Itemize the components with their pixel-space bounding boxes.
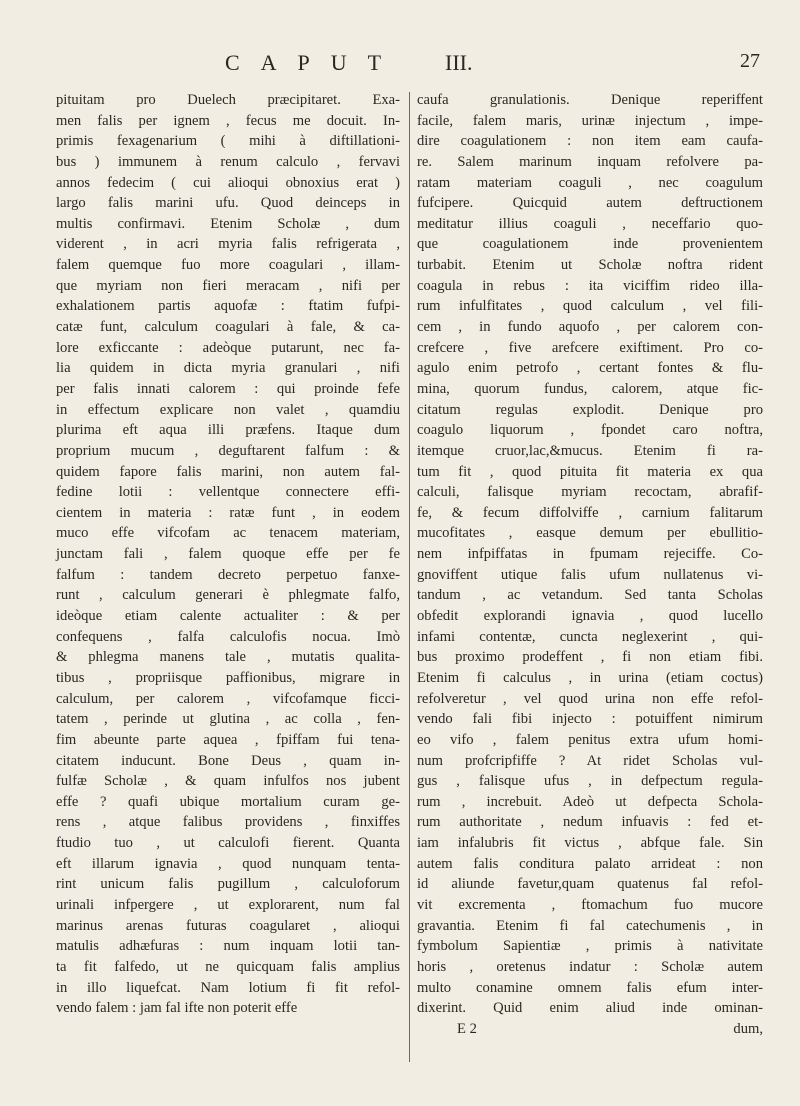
left-column-line: fim abeunte parte aquea , fpiffam fui tena- [56,731,400,748]
right-text-column [417,90,763,1039]
left-column-line: muco effe vifcofam ac tenacem materiam, [56,525,400,542]
right-column-line: gnoviffent utique falis ufum nullatenus vi- [417,566,763,583]
left-column-line: tatem , perinde ut glutina , ac colla , fen- [56,711,400,728]
right-column-line: horis , oretenus indatur : Scholæ autem [417,958,763,975]
right-column-line: rum authoritate , nedum infuavis : fed et- [417,814,763,831]
left-column-line: in illo liquefcat. Nam lotium fi fit refol- [56,979,400,996]
left-column-line: confequens , falfa calculofis nocua. Imò [56,628,400,645]
left-column-line: lia quidem in dicta myria granulari , nifi [56,360,400,377]
left-column-line: quidem fapore falis marini, non autem fal- [56,463,400,480]
right-column-line: facile, falem maris, urinæ injectum , impe- [417,112,763,129]
left-column-line: falfum : tandem decreto perpetuo fanxe- [56,566,400,583]
right-column-line: mucofitates , easque demum per ebullitio- [417,525,763,542]
right-column-line: re. Salem marinum inquam refolvere pa- [417,153,763,170]
right-column-line: fymbolum Sapientiæ , primis à nativitate [417,938,763,955]
right-column-line: id aliunde favetur,quam quatenus fal refol- [417,876,763,893]
right-column-line: coagulo liquorum , fpondet caro noftra, [417,422,763,439]
right-column-line: num profcripfiffe ? At ridet Scholas vul- [417,752,763,769]
right-column-line: gus , falisque ufus , in defpectum regula- [417,773,763,790]
left-column-line: men falis per ignem , fecus me docuit. In- [56,112,400,129]
left-column-line: exhalationem partis aquofæ : ftatim fufpi- [56,298,400,315]
left-column-line: in effectum explicare non valet , quamdiu [56,401,400,418]
running-head [0,50,800,80]
left-column-line: matulis adhæfuras : num inquam lotii tan- [56,938,400,955]
left-column-line: marinus arenas futuras coagularet , alioqui [56,917,400,934]
left-column-line: que myriam non fieri meracam , nifi per [56,277,400,294]
catchword: dum, [733,1020,763,1037]
left-column-line: ideòque etiam calente actualiter : & per [56,608,400,625]
right-column-line: calculi, falisque myriam recoctam, abrafif- [417,484,763,501]
left-column-line: annos fedecim ( cui alioqui obnoxius erat ) [56,174,400,191]
right-column-line: que coagulationem inde provenientem [417,236,763,253]
right-column-line: multo conamine omnem falis efum inter- [417,979,763,996]
right-column-line: dire coagulationem : non item eam caufa- [417,133,763,150]
left-column-line: fulfæ Scholæ , & quam infulfos nos jubent [56,773,400,790]
right-column-line: caufa granulationis. Denique reperiffent [417,92,763,108]
left-column-line: ta fit falfedo, ut ne quicquam falis amplius [56,958,400,975]
right-column-line: bus proximo prodeffent , fi non etiam fibi. [417,649,763,666]
right-column-line: cem , in fundo aquofo , per calorem con- [417,319,763,336]
left-column-line: catæ funt, calculum coagulari à fale, & ca- [56,319,400,336]
signature-mark: E 2 [457,1020,477,1037]
right-column-line: citatum regulas explodit. Denique pro [417,401,763,418]
right-column-line: Etenim fi calculus , in urina (etiam coctus) [417,669,763,686]
right-column-line: rum infulfitates , quod calculum , vel fili- [417,298,763,315]
left-column-line: bus ) immunem à renum calculo , fervavi [56,153,400,170]
page-number: 27 [740,50,760,72]
left-column-line: calculum, per calorem , vifcofamque ficci- [56,690,400,707]
right-column-line: dixerint. Quid enim aliud inde ominan- [417,1000,763,1017]
right-column-line: nem infpiffatas in fpumam rejeciffe. Co- [417,546,763,563]
right-column-line: tum fit , quod pituita fit materia ex qua [417,463,763,480]
right-column-line: ratam materiam coaguli , nec coagulum [417,174,763,191]
left-column-line: multis confirmavi. Etenim Scholæ , dum [56,215,400,232]
right-column-line: tandum , ac vetandum. Sed tanta Scholas [417,587,763,604]
left-text-column [56,90,400,1019]
right-column-line: coagula in rebus : ita viciffim rideo illa- [417,277,763,294]
right-column-line: iam infalubris fit victus , abfque fale. Sin [417,835,763,852]
right-column-line: vit excrementa , ftomachum fuo mucore [417,896,763,913]
left-column-line: rens , atque falibus providens , finxiffes [56,814,400,831]
left-column-line: fedine lotii : vellentque connectere effi- [56,484,400,501]
right-column-line: gravantia. Etenim fi fal catechumenis , in [417,917,763,934]
left-column-line: runt , calculum generari è phlegmate falfo, [56,587,400,604]
left-column-line: urinali infpergere , ut explorarent, num fal [56,896,400,913]
left-column-line: citatem inducunt. Bone Deus , quam in- [56,752,400,769]
right-column-line: mina, quorum fundus, calorem, atque fic- [417,380,763,397]
left-column-line: pituitam pro Duelech præcipitaret. Exa- [56,92,400,108]
right-column-line: fufcipere. Quicquid autem deftructionem [417,195,763,212]
left-column-line: plurima eft aqua illi præfens. Itaque dum [56,422,400,439]
right-column-line: crefcere , five arefcere exiftiment. Pro co- [417,339,763,356]
right-column-line: vendo fali fibi injecto : potuiffent nimirum [417,711,763,728]
left-column-line: per falis innati calorem : qui proinde fefe [56,380,400,397]
page-footer-line [417,1019,763,1040]
left-column-line: ftudio tuo , ut calculofi fierent. Quanta [56,835,400,852]
right-column-line: obfedit explorandi ignavia , quod lucello [417,608,763,625]
left-column-line: effe ? quafi ubique mortalium curam ge- [56,793,400,810]
left-column-line: lore exficcante : adeòque putarunt, nec fa- [56,339,400,356]
left-column-line: primis fexagenarium ( mihi à diftillationi- [56,133,400,150]
left-column-line: largo falis marini ufu. Quod deinceps in [56,195,400,212]
right-column-line: itemque cruor,lac,&mucus. Etenim fi ra- [417,442,763,459]
column-divider [409,92,410,1062]
right-column-line: infami contentæ, cuncta neglexerint , qui- [417,628,763,645]
left-column-line: eft illarum ignavia , quod nunquam tenta- [56,855,400,872]
running-head-word: CAPUT [225,50,403,75]
left-column-line: cientem in materia : ratæ funt , in eodem [56,504,400,521]
left-column-line: viderent , in acri myria falis refrigerata , [56,236,400,253]
left-column-line: vendo falem : jam fal ifte non poterit effe [56,1000,298,1017]
right-column-line: turbabit. Etenim ut Scholæ noftra rident [417,257,763,274]
left-column-line: & phlegma manens tale , mutatis qualita- [56,649,400,666]
right-column-line: meditatur illius coaguli , neceffario quo- [417,215,763,232]
right-column-line: autem falis conditura palato arrideat : non [417,855,763,872]
chapter-number: III. [445,50,473,75]
left-column-line: falem quemque fuo more coagulari , illam- [56,257,400,274]
left-column-line: rint unicum falis pugillum , calculoforum [56,876,400,893]
left-column-line: tibus , propriisque paffionibus, migrare in [56,669,400,686]
right-column-line: agulo enim petrofo , certant fontes & flu- [417,360,763,377]
right-column-line: rum , increbuit. Adeò ut defpecta Schola- [417,793,763,810]
right-column-line: fe, & fecum diffolviffe , carnium falitarum [417,504,763,521]
right-column-line: eo vifo , falem penitus extra ufum homi- [417,731,763,748]
left-column-line: junctam fali , falem quoque effe per fe [56,546,400,563]
right-column-line: refolveretur , vel quod urina non effe refol- [417,690,763,707]
left-column-line: proprium mucum , deguftarent falfum : & [56,442,400,459]
